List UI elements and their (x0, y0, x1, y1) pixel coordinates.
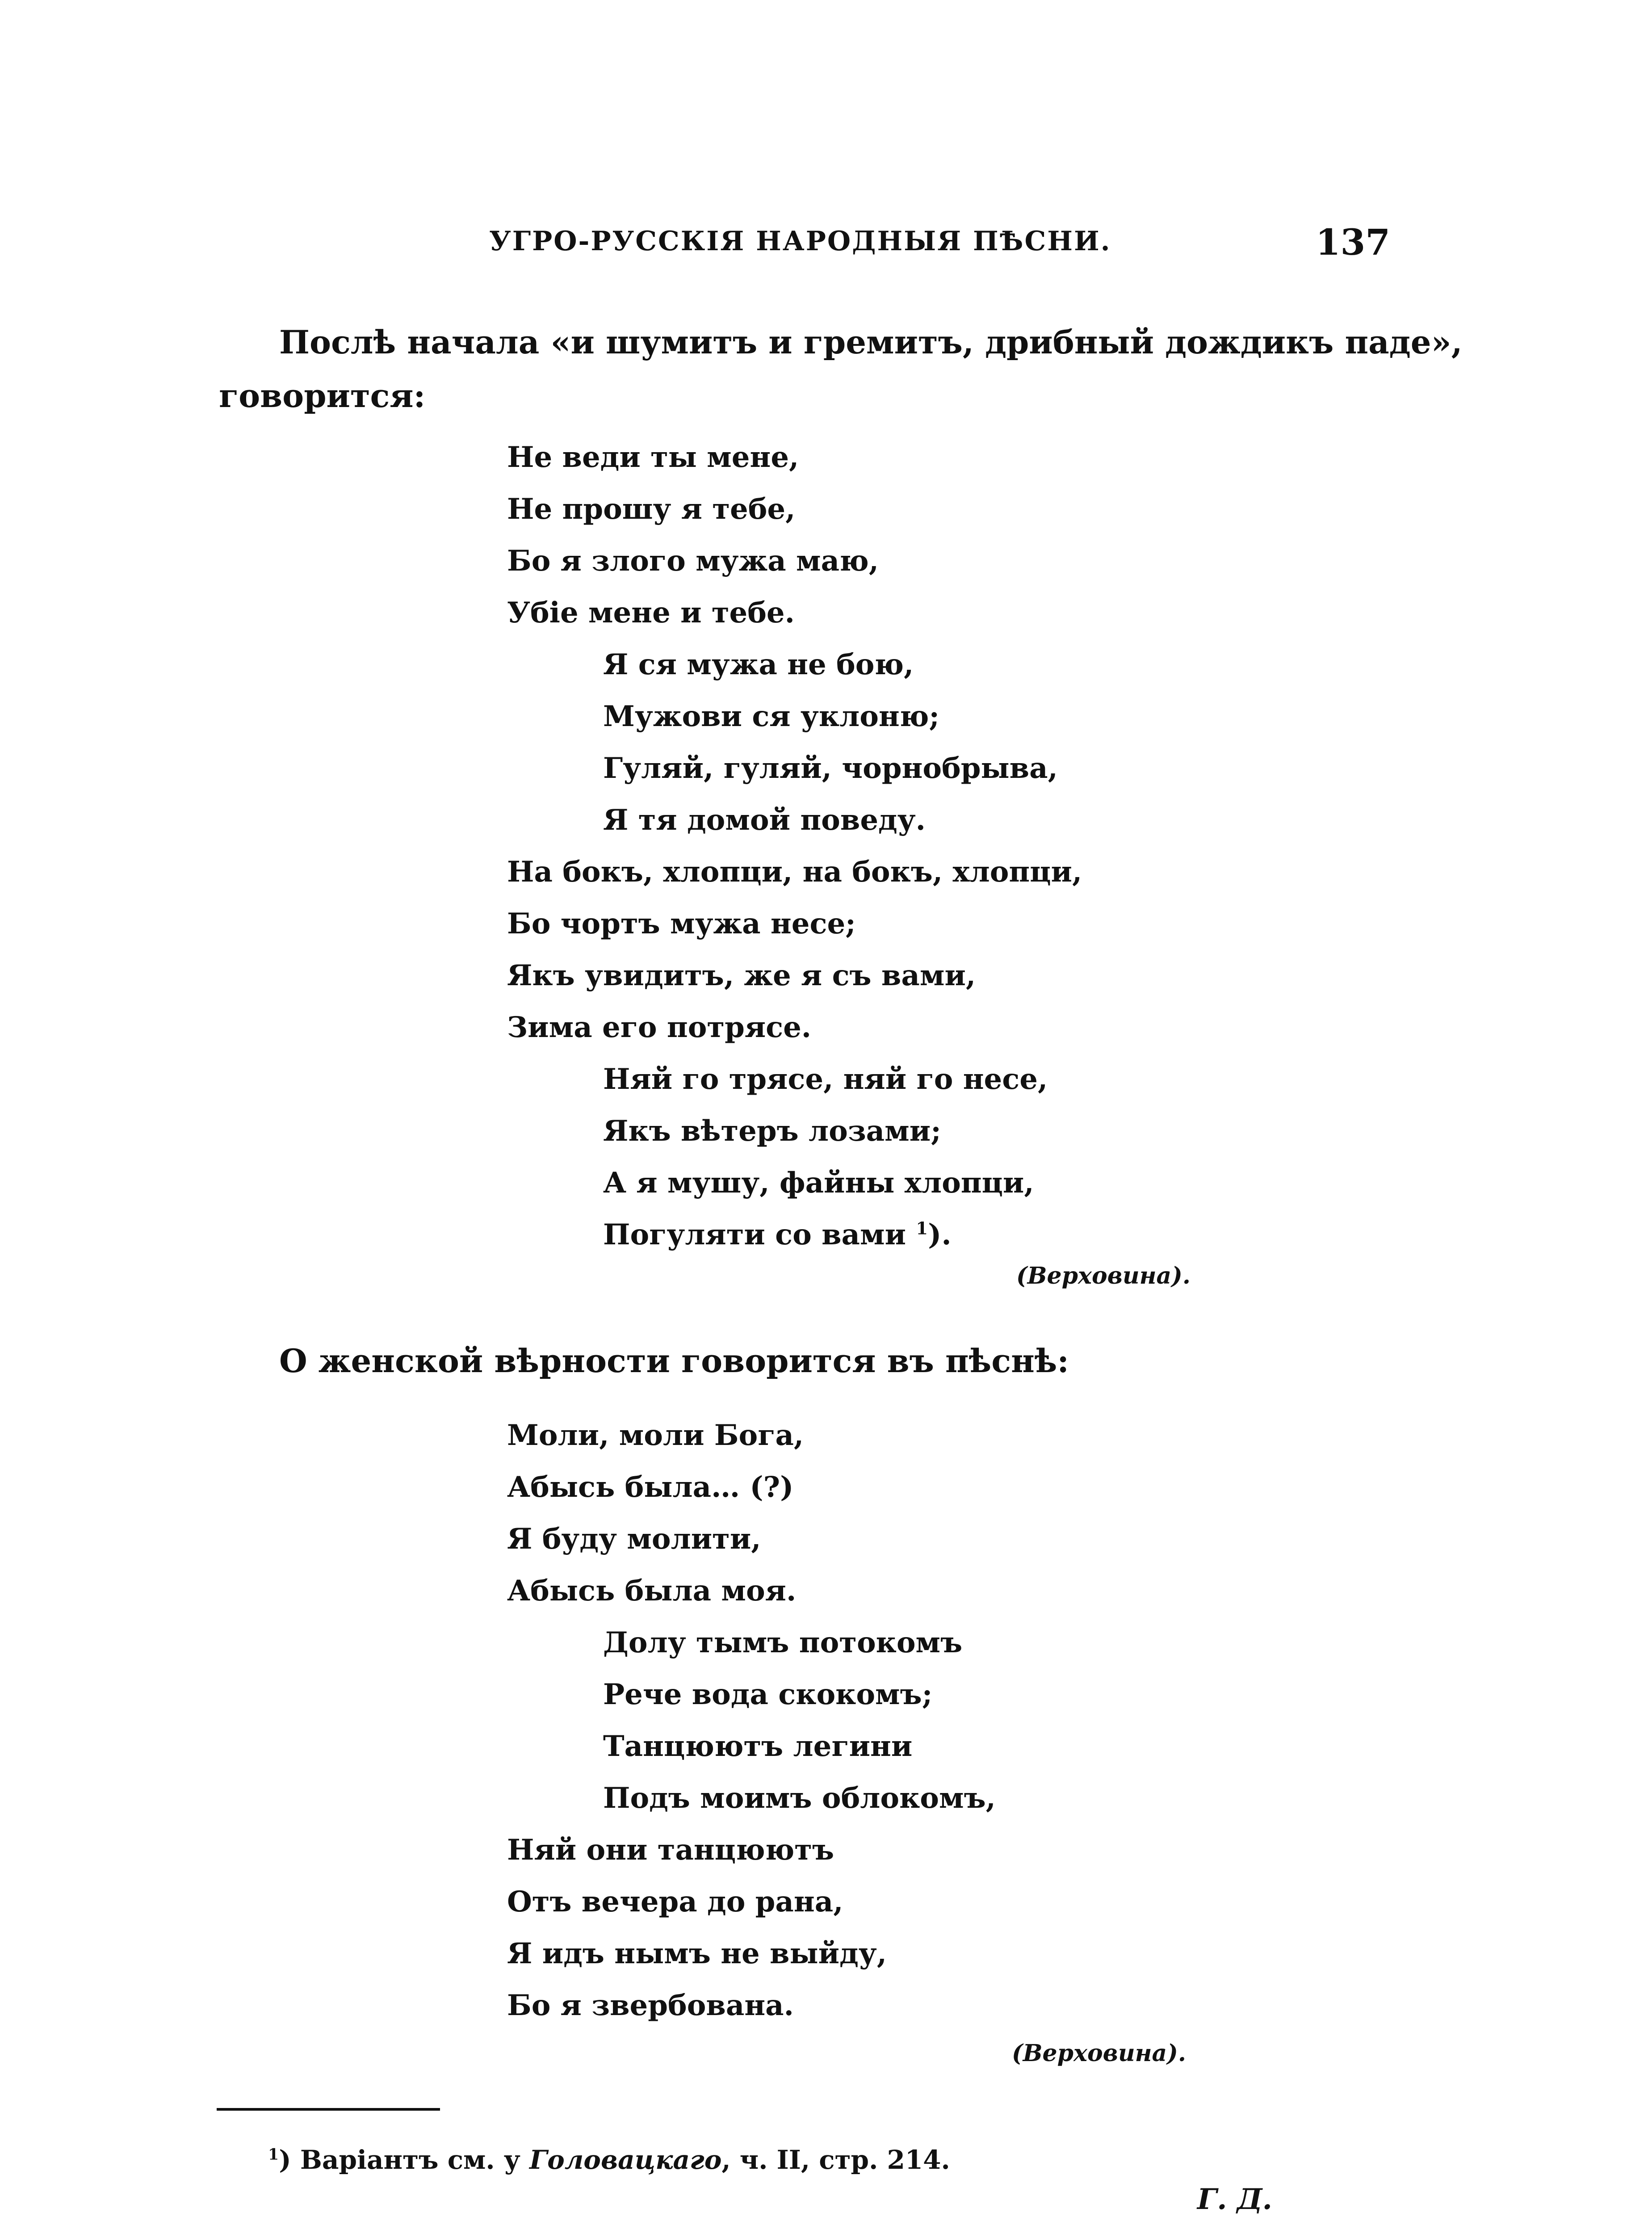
footnote-separator (217, 2108, 440, 2111)
verse-line: Гуляй, гуляй, чорнобрыва, (603, 752, 1058, 785)
verse-line: Я идъ нымъ не выйду, (507, 1937, 887, 1970)
footnote-marker: 1 (268, 2145, 279, 2164)
verse-line: Не прошу я тебе, (507, 492, 796, 526)
footnote-text-before: ) Варіантъ см. у (279, 2145, 530, 2175)
verse-line: Бо чортъ мужа несе; (507, 907, 856, 941)
verse-line: Подъ моимъ облокомъ, (603, 1781, 996, 1815)
verse-line: Рече вода скокомъ; (603, 1678, 933, 1711)
verse-line: Бо я звербована. (507, 1989, 794, 2022)
running-header: УГРО-РУССКІЯ НАРОДНЫЯ ПѢСНИ. (489, 226, 1111, 257)
song-1 (507, 432, 1082, 1261)
footnote (268, 2145, 950, 2175)
verse-line: Я тя домой поведу. (603, 803, 926, 837)
verse-line: Я буду молити, (507, 1522, 761, 1556)
verse-line: Я ся мужа не бою, (603, 648, 914, 681)
verse-line: Долу тымъ потокомъ (603, 1626, 963, 1659)
verse-line-text: Погуляти со вами (603, 1218, 906, 1251)
verse-line: Отъ вечера до рана, (507, 1885, 843, 1919)
verse-line-last (507, 1209, 1082, 1261)
verse-line: Няй го трясе, няй го несе, (603, 1062, 1048, 1096)
verse-line: Абысь была… (?) (507, 1470, 794, 1504)
footnote-text-after: , ч. II, стр. 214. (721, 2145, 950, 2175)
verse-line: Якъ вѣтеръ лозами; (603, 1114, 941, 1148)
verse-line: Бо я злого мужа маю, (507, 544, 879, 578)
verse-line: Абысь была моя. (507, 1574, 797, 1608)
verse-line: Мужови ся уклоню; (603, 700, 939, 733)
verse-line: Не веди ты мене, (507, 441, 799, 474)
verse-line: Убіе мене и тебе. (507, 596, 795, 630)
intro-paragraph-2: О женской вѣрности говорится въ пѣснѣ: (279, 1342, 1069, 1380)
song-2 (507, 1410, 996, 2032)
verse-line: Няй они танцюютъ (507, 1833, 834, 1867)
verse-line: Зима его потрясе. (507, 1011, 812, 1044)
verse-line-tail: ). (928, 1218, 952, 1251)
verse-line: А я мушу, файны хлопци, (603, 1166, 1034, 1200)
source-attribution-1: (Верховина). (1016, 1262, 1191, 1289)
intro-paragraph-1-line-2: говорится: (219, 377, 426, 415)
intro-paragraph-1-line-1: Послѣ начала «и шумитъ и гремитъ, дрибный дождикъ паде», (279, 323, 1463, 361)
verse-line: Танцюютъ легини (603, 1730, 913, 1763)
footnote-author: Головацкаго (529, 2145, 722, 2175)
source-attribution-2: (Верховина). (1012, 2040, 1186, 2067)
verse-line: Якъ увидитъ, же я съ вами, (507, 959, 976, 992)
page-number: 137 (1316, 221, 1390, 263)
footnote-reference[interactable]: 1 (916, 1218, 928, 1239)
author-signature: Г. Д. (1197, 2183, 1272, 2216)
verse-line: Моли, моли Бога, (507, 1419, 804, 1452)
verse-line: На бокъ, хлопци, на бокъ, хлопци, (507, 855, 1082, 889)
